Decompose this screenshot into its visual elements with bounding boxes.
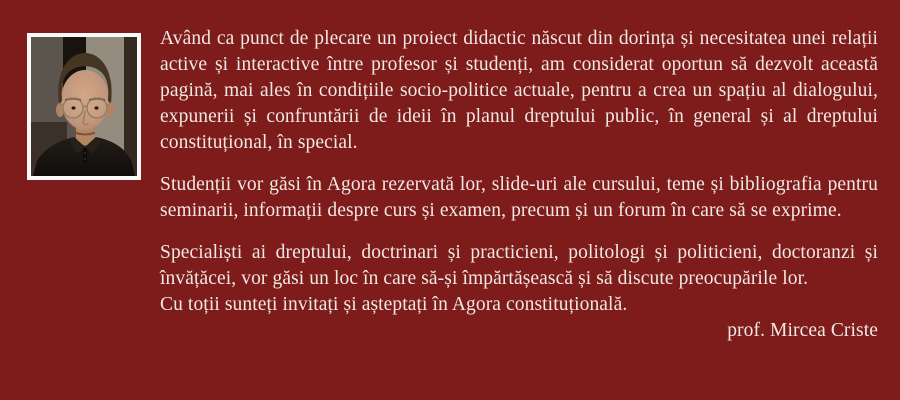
portrait-illustration bbox=[31, 37, 137, 176]
intro-paragraph-2: Studenții vor găsi în Agora rezervată lor, slide-uri ale cursului, teme și bibliografia pentru seminarii, informații despre curs și examen, precum și un forum în care să se exprime. bbox=[160, 174, 878, 221]
portrait-photo bbox=[27, 33, 141, 180]
intro-paragraph-4: Cu toții sunteți invitați și așteptați în Agora constituțională. bbox=[160, 294, 628, 315]
intro-text bbox=[160, 26, 878, 344]
intro-paragraph-1: Având ca punct de plecare un proiect didactic născut din dorința și necesitatea unei relații active și interactive între profesor și studenți, am considerat oportun să dezvolt această pagină, mai ales în condițiile socio-politice actuale, pentru a crea un spațiu al dialogului, expunerii și confruntării de ideii în planul dreptului public, în general și al dreptului constituțional, în special. bbox=[160, 28, 878, 153]
signature: prof. Mircea Criste bbox=[727, 320, 878, 341]
intro-paragraph-3: Specialiști ai dreptului, doctrinari și practicieni, politologi și politicieni, doctoranzi și învățăcei, vor găsi un loc în care să-și împărtășească și să discute preocupările lor. bbox=[160, 242, 878, 289]
